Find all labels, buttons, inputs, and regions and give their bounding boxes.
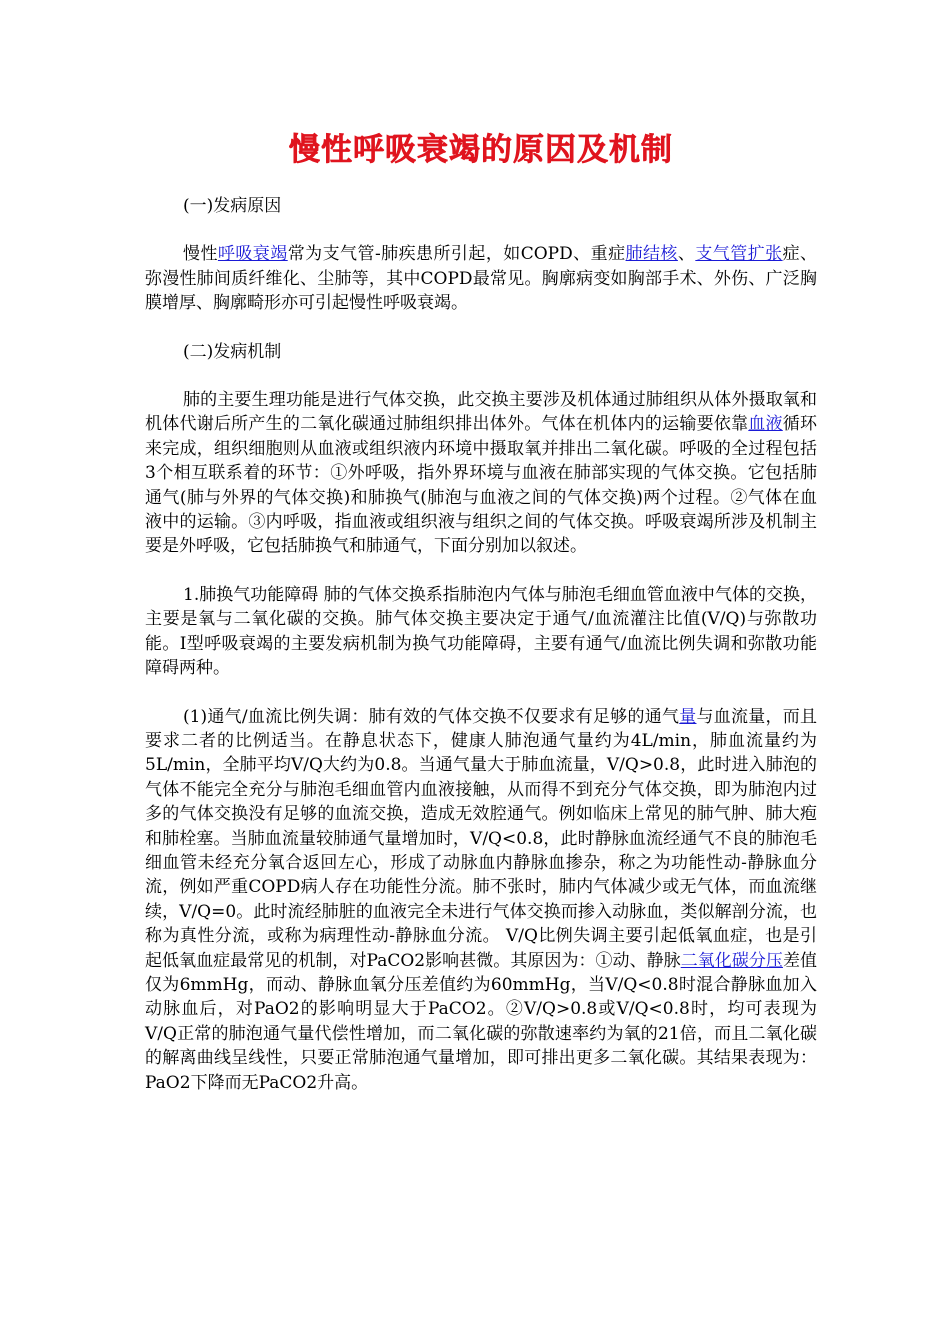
- paragraph-vq-mismatch: [145, 705, 817, 1096]
- text-span: 、: [677, 244, 696, 265]
- paragraph-causes: [145, 242, 817, 315]
- text-span: (1)通气/血流比例失调：肺有效的气体交换不仅要求有足够的通气: [183, 706, 680, 727]
- link-respiratory-failure[interactable]: 呼吸衰竭: [217, 244, 288, 265]
- link-bronchiectasis[interactable]: 支气管扩张: [695, 244, 783, 265]
- link-volume[interactable]: 量: [679, 706, 697, 727]
- link-tuberculosis[interactable]: 肺结核: [625, 244, 678, 265]
- text-span: 与血流量，而且要求二者的比例适当。在静息状态下，健康人肺泡通气量约为4L/min，肺血流量约为5L/min，全肺平均V/Q大约为0.8。当通气量大于肺血流量，V/Q>0.8，此时进入肺泡的气体不能完全充分与肺泡毛细血管内血液接触，从而得不到充分气体交换，即为肺泡内过多的气体交换没有足够的血流交换，造成无效腔通气。例如临床上常见的肺气肿、肺大疱和肺栓塞。当肺血流量较肺通气量增加时，V/Q<0.8，此时静脉血流经通气不良的肺泡毛细血管未经充分氧合返回左心，形成了动脉血内静脉血掺杂，称之为功能性动-静脉血分流，例如严重COPD病人存在功能性分流。肺不张时，肺内气体减少或无气体，而血流继续，V/Q=0。此时流经肺脏的血液完全未进行气体交换而掺入动脉血，类似解剖分流，也称为真性分流，或称为病理性动-静脉血分流。 V/Q比例失调主要引起低氧血症，也是引起低氧血症最常见的机制，对PaCO2影响甚微。其原因为：①动、静脉: [145, 706, 818, 971]
- text-span: 慢性: [183, 244, 218, 265]
- link-co2-partial-pressure[interactable]: 二氧化碳分压: [680, 950, 783, 971]
- section-heading-causes: (一)发病原因: [183, 196, 282, 216]
- text-span: 症、弥漫性肺间质纤维化、尘肺等，其中COPD最常见。胸廓病变如胸部手术、外伤、广泛胸膜增厚、胸廓畸形亦可引起慢性呼吸衰竭。: [145, 244, 818, 314]
- text-span: 循环来完成，组织细胞则从血液或组织液内环境中摄取氧并排出二氧化碳。呼吸的全过程包括3个相互联系着的环节：①外呼吸，指外界环境与血液在肺部实现的气体交换。它包括肺通气(肺与外界的气体交换)和肺换气(肺泡与血液之间的气体交换)两个过程。②气体在血液中的运输。③内呼吸，指血液或组织液与组织之间的气体交换。呼吸衰竭所涉及机制主要是外呼吸，它包括肺换气和肺通气，下面分别加以叙述。: [145, 414, 818, 557]
- link-blood[interactable]: 血液: [748, 414, 783, 435]
- paragraph-mechanism: [145, 388, 817, 559]
- text-span: 常为支气管-肺疾患所引起，如COPD、重症: [287, 244, 626, 265]
- document-page: [145, 124, 817, 1119]
- paragraph-gas-exchange: 1.肺换气功能障碍 肺的气体交换系指肺泡内气体与肺泡毛细血管血液中气体的交换，主要是氧与二氧化碳的交换。肺气体交换主要决定于通气/血流灌注比值(V/Q)与弥散功能。Ⅰ型呼吸衰竭的主要发病机制为换气功能障碍，主要有通气/血流比例失调和弥散功能障碍两种。: [145, 584, 817, 679]
- document-title: [145, 124, 817, 176]
- text-span: 肺的主要生理功能是进行气体交换，此交换主要涉及机体通过肺组织从体外摄取氧和机体代谢后所产生的二氧化碳通过肺组织排出体外。气体在机体内的运输要依靠: [145, 390, 817, 435]
- document-title-text: 慢性呼吸衰竭的原因及机制: [289, 132, 673, 168]
- section-heading-mechanism: (二)发病机制: [183, 341, 282, 362]
- text-span: 差值仅为6mmHg，而动、静脉血氧分压差值约为60mmHg，当V/Q<0.8时混合静脉血加入动脉血后，对PaO2的影响明显大于PaCO2。②V/Q>0.8或V/Q<0.8时，均可表现为V/Q正常的肺泡通气量代偿性增加，而二氧化碳的弥散速率约为氧的21倍，而且二氧化碳的解离曲线呈线性，只要正常肺泡通气量增加，即可排出更多二氧化碳。其结果表现为：PaO2下降而无PaCO2升高。: [145, 950, 818, 1093]
